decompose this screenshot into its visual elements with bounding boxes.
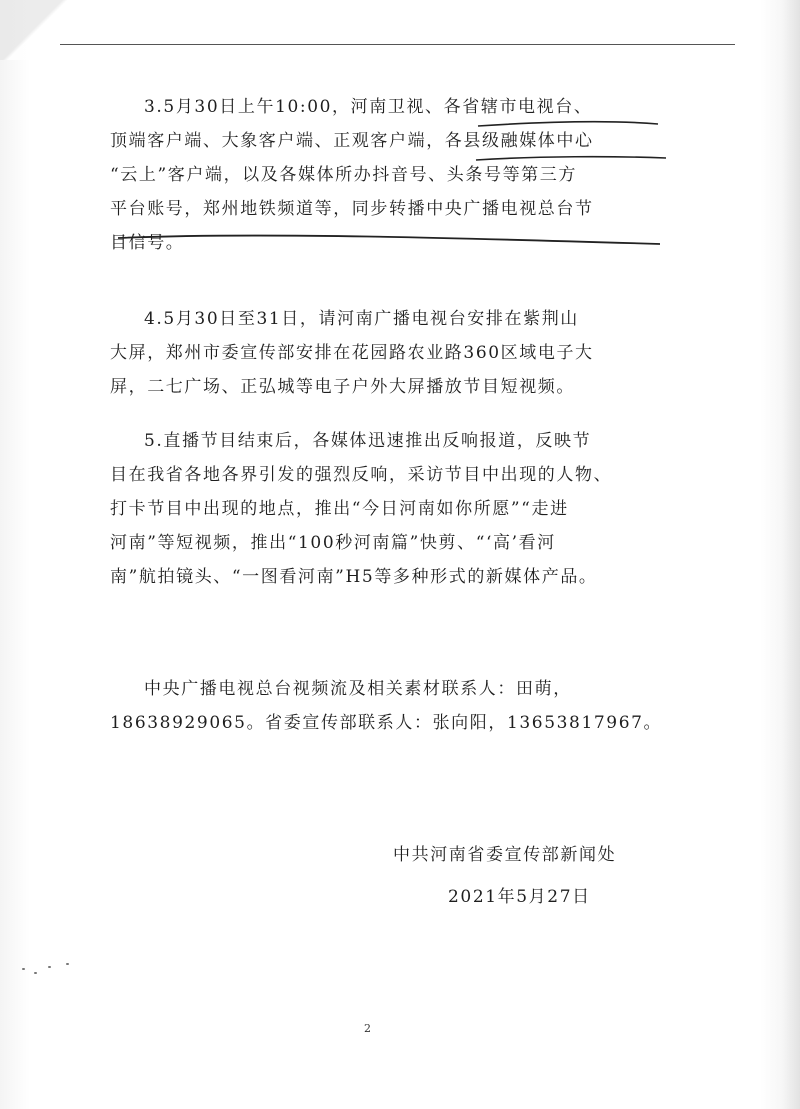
- text-line: 3.5月30日上午10:00，河南卫视、各省辖市电视台、: [144, 97, 593, 117]
- paragraph-item-4: [110, 302, 670, 404]
- text-line: 4.5月30日至31日，请河南广播电视台安排在紫荆山: [144, 309, 579, 329]
- scan-speck: [34, 972, 37, 974]
- signature-org: 中共河南省委宣传部新闻处: [393, 845, 617, 865]
- paragraph-item-3: [110, 90, 670, 260]
- text-line: 平台账号，郑州地铁频道等，同步转播中央广播电视总台节: [110, 199, 594, 219]
- paragraph-item-5: [110, 424, 670, 594]
- page-number: 2: [364, 1022, 371, 1035]
- page-edge-shadow: [782, 0, 800, 1109]
- text-line: 目信号。: [110, 233, 185, 253]
- text-line: 河南”等短视频，推出“100秒河南篇”快剪、“‘高’看河: [110, 533, 556, 553]
- page-fold-corner: [0, 0, 70, 60]
- text-line: 屏，二七广场、正弘城等电子户外大屏播放节目短视频。: [110, 377, 575, 397]
- scan-speck: [48, 966, 51, 968]
- text-line: 打卡节目中出现的地点，推出“今日河南如你所愿”“走进: [110, 499, 569, 519]
- signature-date: 2021年5月27日: [448, 887, 591, 907]
- scan-speck: [66, 963, 69, 965]
- contact-paragraph: [110, 672, 670, 740]
- text-line: “云上”客户端，以及各媒体所办抖音号、头条号等第三方: [110, 165, 577, 185]
- text-line: 18638929065。省委宣传部联系人：张向阳，13653817967。: [110, 713, 663, 733]
- header-rule: [60, 44, 735, 45]
- text-line: 南”航拍镜头、“一图看河南”H5等多种形式的新媒体产品。: [110, 567, 598, 587]
- text-line: 目在我省各地各界引发的强烈反响，采访节目中出现的人物、: [110, 465, 613, 485]
- text-line: 5.直播节目结束后，各媒体迅速推出反响报道，反映节: [144, 431, 592, 451]
- text-line: 中央广播电视总台视频流及相关素材联系人：田萌，: [144, 679, 572, 699]
- text-line: 大屏，郑州市委宣传部安排在花园路农业路360区域电子大: [110, 343, 594, 363]
- scan-speck: [22, 968, 25, 970]
- text-line: 顶端客户端、大象客户端、正观客户端，各县级融媒体中心: [110, 131, 594, 151]
